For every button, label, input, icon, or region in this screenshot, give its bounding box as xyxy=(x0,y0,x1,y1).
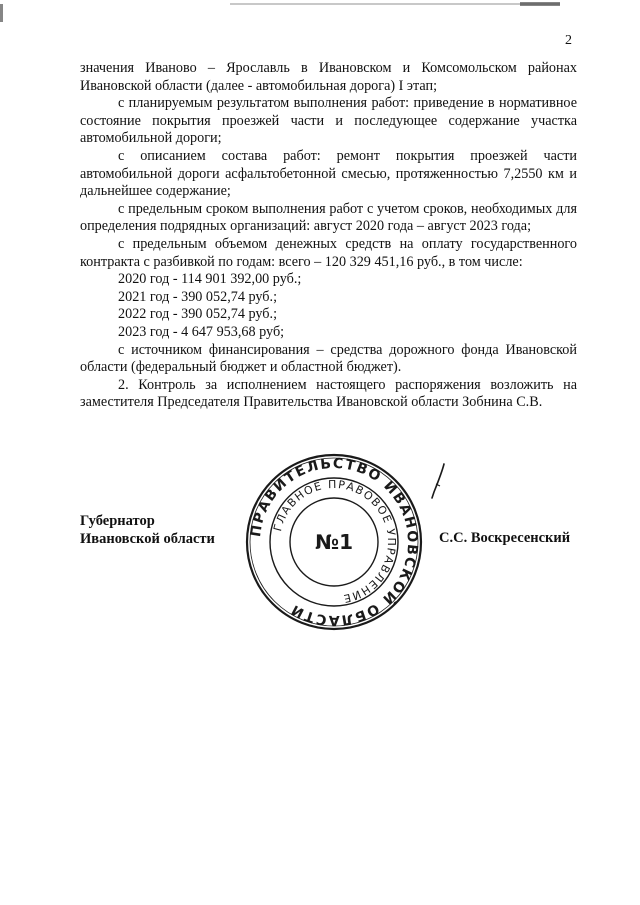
official-stamp xyxy=(244,452,424,632)
scan-artifact xyxy=(230,3,560,5)
signatory-position xyxy=(80,512,215,548)
signatory-position-line1: Губернатор xyxy=(80,513,155,529)
financing-list xyxy=(80,271,577,341)
financing-row-2021: 2021 год - 390 052,74 руб.; xyxy=(118,288,278,305)
paragraph-deadline: с предельным сроком выполнения работ с учетом сроков, необходимых для определения подрядных организаций: август 2020 года – август 2023 года; xyxy=(80,200,577,235)
document-body xyxy=(80,60,577,412)
page-number: 2 xyxy=(565,33,572,48)
financing-row-2022: 2022 год - 390 052,74 руб.; xyxy=(118,306,278,323)
financing-row-2020: 2020 год - 114 901 392,00 руб.; xyxy=(118,271,302,288)
signatory-position-line2: Ивановской области xyxy=(80,531,215,547)
paragraph-control: 2. Контроль за исполнением настоящего распоряжения возложить на заместителя Председателя Правительства Ивановской области Зобнина С.В. xyxy=(80,376,577,411)
paragraph-planned-result: с планируемым результатом выполнения работ: приведение в нормативное состояние покрытия проезжей части и последующее содержание участка автомобильной дороги; xyxy=(80,95,577,147)
stamp-outer-text: ПРАВИТЕЛЬСТВО ИВАНОВСКОЙ ОБЛАСТИ xyxy=(247,455,421,629)
scan-artifact xyxy=(0,4,3,22)
signature-stroke xyxy=(432,464,444,498)
stamp-number: №1 xyxy=(315,530,353,554)
paragraph-funding-source: с источником финансирования – средства дорожного фонда Ивановской области (федеральный бюджет и областной бюджет). xyxy=(80,341,577,376)
financing-row-2023: 2023 год - 4 647 953,68 руб; xyxy=(118,323,285,340)
paragraph-funding-volume: с предельным объемом денежных средств на оплату государственного контракта с разбивкой по годам: всего – 120 329 451,16 руб., в том числе: xyxy=(80,235,577,270)
stamp-inner-text: ГЛАВНОЕ ПРАВОВОЕ УПРАВЛЕНИЕ xyxy=(271,477,399,606)
paragraph-road-section: значения Иваново – Ярославль в Ивановском и Комсомольском районах Ивановской области (далее - автомобильная дорога) I этап; xyxy=(80,60,577,94)
signatory-name: С.С. Воскресенский xyxy=(439,530,571,546)
paragraph-work-description: с описанием состава работ: ремонт покрытия проезжей части автомобильной дороги асфальтобетонной смесью, протяженностью 7,2550 км и дальнейшее содержание; xyxy=(80,147,577,200)
handwritten-signature xyxy=(422,462,452,502)
scan-artifact xyxy=(520,2,560,6)
